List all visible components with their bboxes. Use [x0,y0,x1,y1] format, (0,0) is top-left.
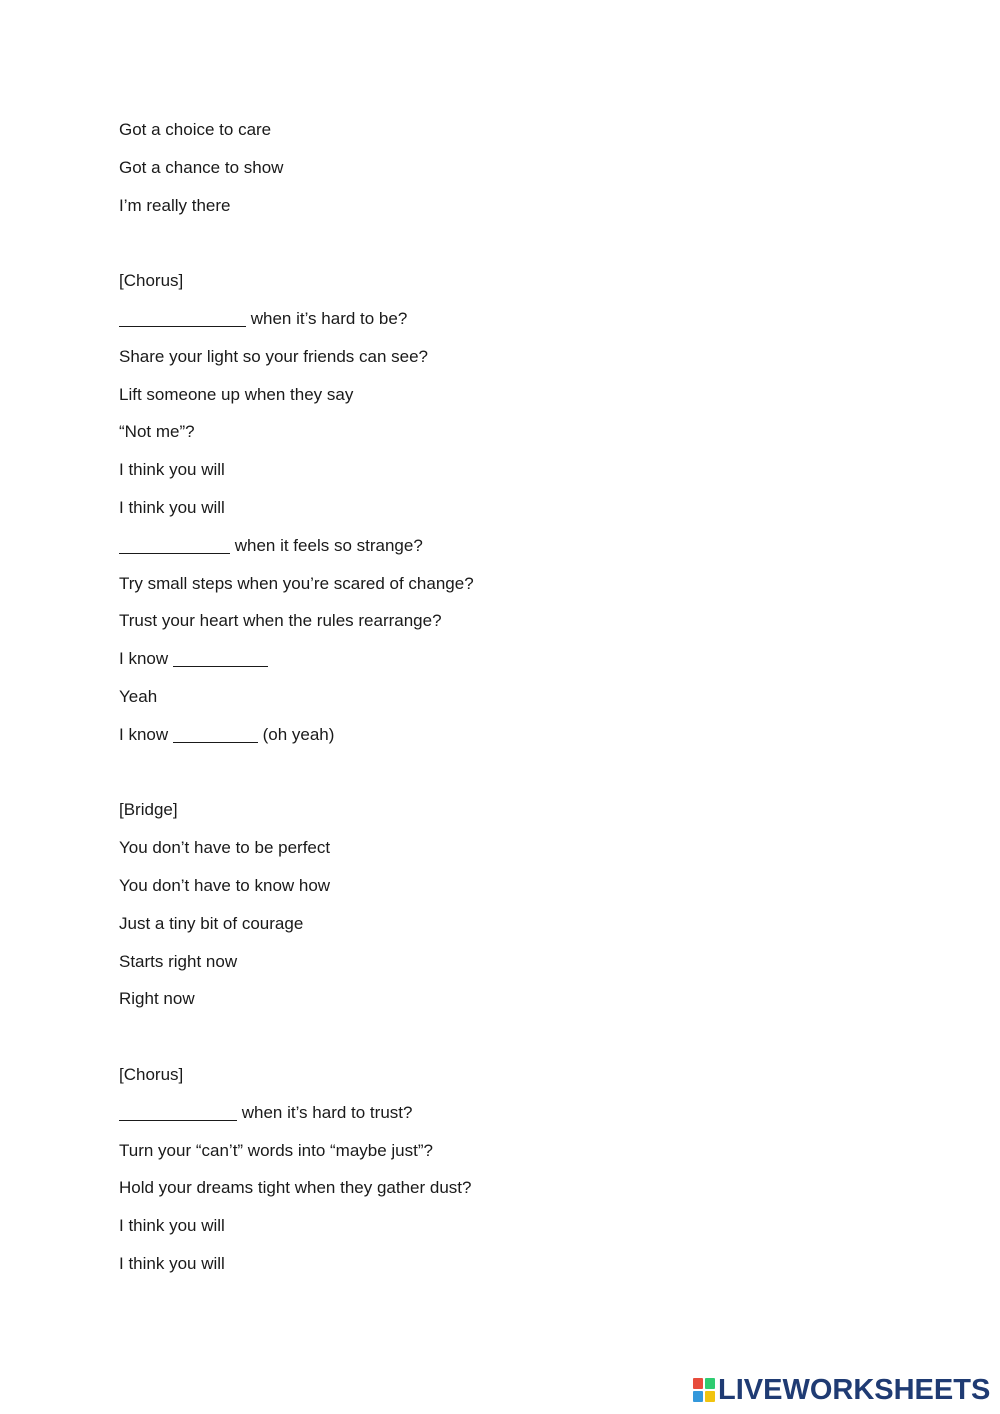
lyric-text: I know [119,649,173,669]
lyric-line: Just a tiny bit of courage [119,913,304,933]
lyrics-block [119,118,819,1290]
lyric-line: I’m really there [119,195,231,215]
lyric-line-with-blank [119,647,819,685]
lyric-line: “Not me”? [119,422,195,442]
lyric-line: I think you will [119,1253,225,1273]
liveworksheets-logo-icon [693,1378,715,1402]
lyric-line: Hold your dreams tight when they gather dust? [119,1178,472,1198]
lyric-line: I think you will [119,460,225,480]
section-heading-chorus: [Chorus] [119,271,184,291]
lyric-line: Turn your “can’t” words into “maybe just”? [119,1140,433,1160]
answer-blank[interactable] [173,725,258,743]
lyric-line: I think you will [119,1216,225,1236]
lyric-line: Lift someone up when they say [119,384,354,404]
lyric-line: Yeah [119,686,158,706]
lyric-line: Right now [119,989,195,1009]
lyric-text: when it’s hard to trust? [237,1102,413,1122]
liveworksheets-logo [693,1374,990,1406]
lyric-line: Starts right now [119,951,238,971]
lyric-line: Trust your heart when the rules rearrange? [119,611,442,631]
lyric-line-with-blank [119,723,819,761]
answer-blank[interactable] [119,1103,237,1121]
lyric-line: Try small steps when you’re scared of change? [119,573,474,593]
lyric-line-with-blank [119,1101,819,1139]
lyric-line: You don’t have to know how [119,875,331,895]
lyric-line: I think you will [119,497,225,517]
lyric-line: Got a chance to show [119,157,284,177]
stanza-gap [119,761,819,799]
section-heading-chorus: [Chorus] [119,1064,184,1084]
lyric-line-with-blank [119,534,819,572]
lyric-text: when it’s hard to be? [246,308,408,328]
lyric-line: Got a choice to care [119,120,272,139]
lyric-line-with-blank [119,307,819,345]
stanza-gap [119,231,819,269]
section-heading-bridge: [Bridge] [119,800,178,820]
lyric-line: Share your light so your friends can see? [119,346,429,366]
answer-blank[interactable] [119,309,246,327]
lyric-text: when it feels so strange? [230,535,423,555]
lyric-text: (oh yeah) [257,724,335,744]
lyric-text: I know [119,724,173,744]
lyric-line: You don’t have to be perfect [119,838,331,858]
answer-blank[interactable] [119,536,230,554]
answer-blank[interactable] [173,649,268,667]
logo-wordmark: LIVEWORKSHEETS [718,1374,991,1406]
stanza-gap [119,1025,819,1063]
